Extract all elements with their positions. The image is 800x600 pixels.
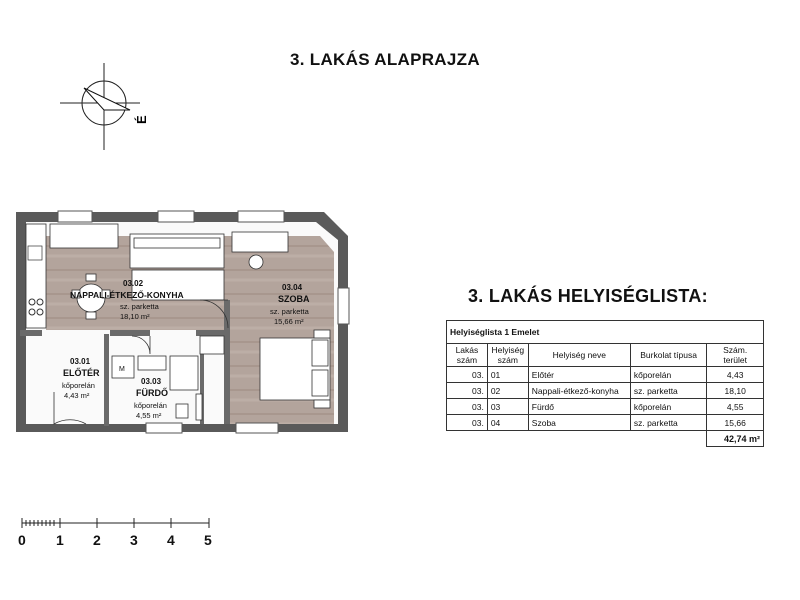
scale-label-5: 5: [204, 532, 212, 548]
scale-label-4: 4: [167, 532, 175, 548]
header-flooring: Burkolat típusa: [630, 344, 707, 367]
svg-text:kőporelán: kőporelán: [134, 401, 167, 410]
cell-room-no: 02: [487, 383, 528, 399]
compass-icon: [60, 63, 149, 150]
cell-flooring: kőporelán: [630, 367, 707, 383]
cell-room-name: Szoba: [528, 415, 630, 431]
scale-bar: [22, 518, 209, 528]
header-room-no: Helyiség szám: [487, 344, 528, 367]
svg-text:4,55 m²: 4,55 m²: [136, 411, 162, 420]
table-header-row: [447, 344, 764, 367]
cell-flooring: sz. parketta: [630, 383, 707, 399]
cell-area: 15,66: [707, 415, 764, 431]
scale-label-1: 1: [56, 532, 64, 548]
svg-text:kőporelán: kőporelán: [62, 381, 95, 390]
cell-room-name: Nappali-étkező-konyha: [528, 383, 630, 399]
svg-text:ELŐTÉR: ELŐTÉR: [63, 368, 100, 378]
table-row: [447, 383, 764, 399]
bed: [260, 330, 330, 408]
table-row: [447, 367, 764, 383]
svg-text:18,10 m²: 18,10 m²: [120, 312, 150, 321]
svg-text:sz. parketta: sz. parketta: [120, 302, 159, 311]
page-title: 3. LAKÁS ALAPRAJZA: [290, 50, 480, 69]
svg-text:03.04: 03.04: [282, 283, 303, 292]
total-area: 42,74 m²: [707, 431, 764, 447]
cell-area: 4,43: [707, 367, 764, 383]
svg-text:NAPPALI-ÉTKEZŐ-KONYHA: NAPPALI-ÉTKEZŐ-KONYHA: [70, 290, 184, 300]
cell-room-name: Fürdő: [528, 399, 630, 415]
scale-label-3: 3: [130, 532, 138, 548]
cell-apartment-no: 03.: [447, 367, 488, 383]
header-area: Szám. terület: [707, 344, 764, 367]
cell-area: 18,10: [707, 383, 764, 399]
scale-label-2: 2: [93, 532, 101, 548]
svg-text:SZOBA: SZOBA: [278, 294, 310, 304]
cell-room-no: 01: [487, 367, 528, 383]
svg-text:4,43 m²: 4,43 m²: [64, 391, 90, 400]
compass-north-label: É: [134, 115, 149, 124]
cell-flooring: sz. parketta: [630, 415, 707, 431]
room-list-title: 3. LAKÁS HELYISÉGLISTA:: [468, 286, 708, 306]
header-room-name: Helyiség neve: [528, 344, 630, 367]
svg-text:03.02: 03.02: [123, 279, 144, 288]
svg-text:FÜRDŐ: FÜRDŐ: [136, 388, 168, 398]
cell-room-no: 04: [487, 415, 528, 431]
cell-room-name: Előtér: [528, 367, 630, 383]
svg-text:sz. parketta: sz. parketta: [270, 307, 309, 316]
header-apartment-no: Lakás szám: [447, 344, 488, 367]
cell-area: 4,55: [707, 399, 764, 415]
cell-flooring: kőporelán: [630, 399, 707, 415]
svg-text:03.01: 03.01: [70, 357, 91, 366]
svg-text:03.03: 03.03: [141, 377, 162, 386]
cell-room-no: 03: [487, 399, 528, 415]
cell-apartment-no: 03.: [447, 383, 488, 399]
cell-apartment-no: 03.: [447, 399, 488, 415]
meter-label: M: [119, 366, 125, 373]
cell-apartment-no: 03.: [447, 415, 488, 431]
scale-label-0: 0: [18, 532, 26, 548]
table-row: [447, 415, 764, 431]
table-total-row: [447, 431, 764, 447]
svg-text:15,66 m²: 15,66 m²: [274, 317, 304, 326]
table-row: [447, 399, 764, 415]
room-list-table: [446, 320, 764, 447]
table-caption: Helyiséglista 1 Emelet: [447, 321, 764, 344]
wardrobe: [200, 336, 224, 354]
